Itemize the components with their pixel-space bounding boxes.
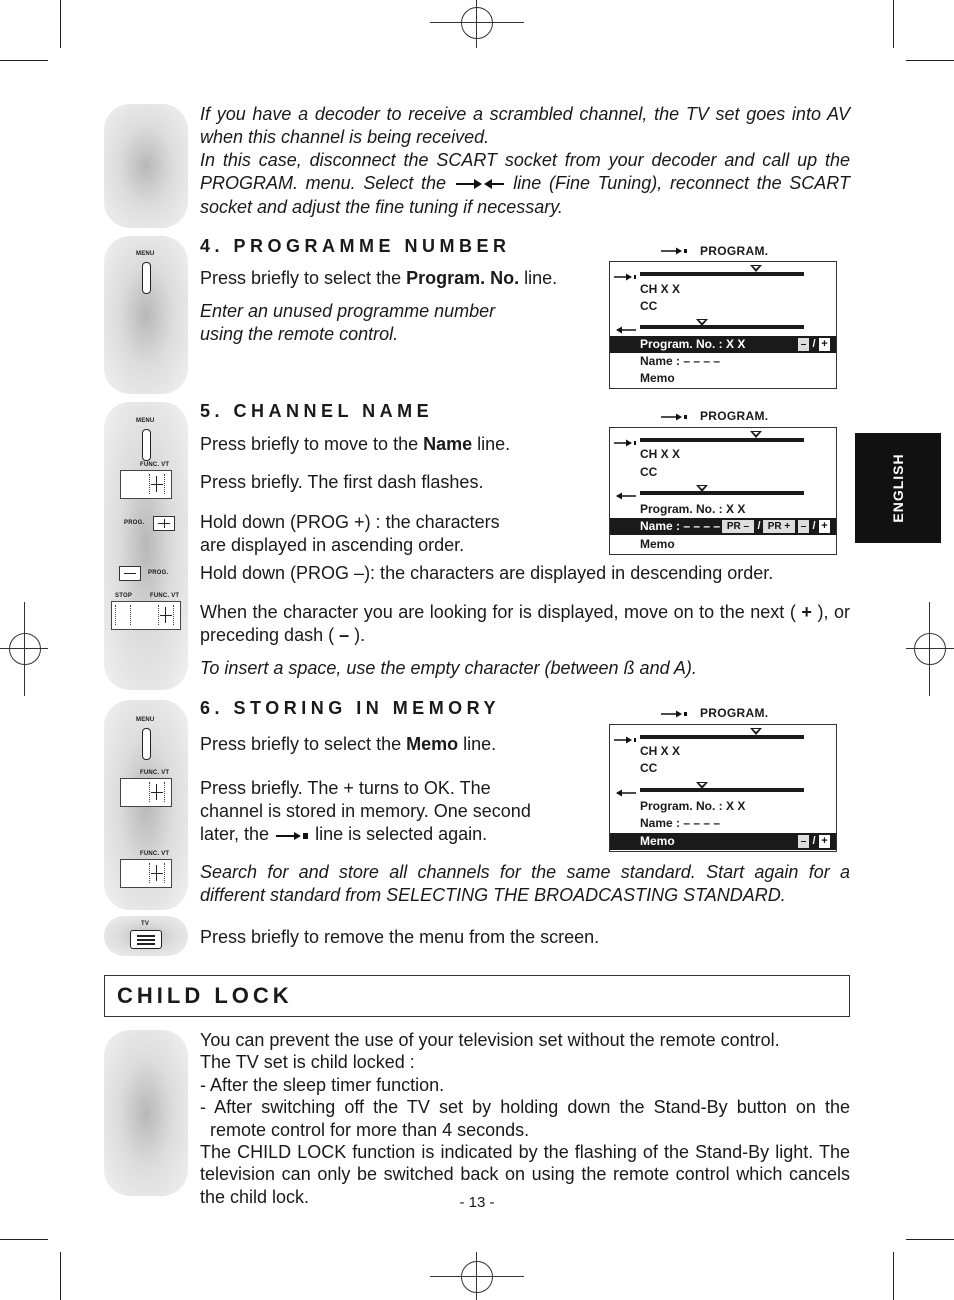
func-vt-label: FUNC. VT — [140, 851, 170, 857]
menu-row-name[interactable]: Name : – – – – PR – / PR + – / + — [610, 518, 836, 535]
func-vt-button[interactable] — [120, 778, 172, 807]
tv-button[interactable] — [130, 930, 162, 949]
program-arrow-icon — [660, 411, 688, 425]
child-lock-header: CHILD LOCK — [104, 975, 850, 1017]
intro-line2: In this case, disconnect the SCART socket from your decoder and call up the PROGRAM. menu. Select the line (Fine Tuning), reconnect the SCART socket and adjust the fine tuning if necessary. — [200, 150, 850, 217]
menu-row-cc: CC — [640, 761, 658, 775]
section-4-p1: Press briefly to select the Program. No. line. — [200, 268, 558, 288]
plus-box: + — [819, 520, 830, 533]
minus-box: – — [798, 835, 809, 848]
func-vt-label: FUNC. VT — [140, 770, 170, 776]
registration-mark — [461, 7, 493, 39]
tv-icon-line — [137, 939, 155, 941]
crop-mark — [893, 0, 894, 48]
menu-row-name: Name : – – – – — [640, 816, 721, 830]
marker-triangle — [750, 728, 762, 735]
section-5-p2: Press briefly. The first dash flashes. — [200, 472, 484, 492]
language-tab: ENGLISH — [855, 433, 941, 543]
side-pill — [104, 1030, 188, 1196]
menu-header: PROGRAM. — [700, 706, 769, 720]
program-menu-3 — [609, 724, 837, 852]
tv-icon-line — [137, 943, 155, 945]
slash: / — [755, 520, 763, 533]
menu-row-ch: CH X X — [640, 447, 681, 461]
tv-icon-line — [137, 935, 155, 937]
stop-dots-icon — [115, 605, 131, 625]
section-6-p4: Press briefly to remove the menu from the screen. — [200, 927, 600, 947]
menu-button-label: MENU — [136, 717, 155, 723]
section-5-p4: Hold down (PROG –): the characters are displayed in descending order. — [200, 563, 774, 583]
marker-triangle — [750, 265, 762, 272]
menu-row-ch: CH X X — [640, 282, 681, 296]
section-5-p6: To insert a space, use the empty character (between ß and A). — [200, 658, 697, 678]
crop-mark — [906, 60, 954, 61]
cross-icon — [149, 474, 165, 494]
program-line-arrow-icon — [274, 824, 310, 847]
menu-button[interactable] — [142, 429, 151, 461]
func-vt-button[interactable] — [120, 859, 172, 888]
slash: / — [810, 520, 818, 533]
registration-mark — [461, 1261, 493, 1293]
program-arrow-icon — [660, 708, 688, 722]
pr-minus-box: PR – — [722, 520, 754, 533]
menu-button[interactable] — [142, 728, 151, 760]
prog-plus-label: PROG. — [124, 520, 145, 526]
child-lock-body: You can prevent the use of your television set without the remote control. The TV set is child locked : - After the sleep timer function. - After switching off the TV set by holding down the Stand-By button on the remote control for more than 4 seconds. The CHILD LOCK function is indicated by the flashing of the Stand-By light. The television can only be switched back on using the remote control which cancels the child lock. — [200, 1030, 850, 1207]
menu-row-cc: CC — [640, 465, 658, 479]
crop-mark — [0, 60, 48, 61]
section-6-p2: Press briefly. The + turns to OK. The channel is stored in memory. One second later, the line is selected again. — [200, 777, 555, 847]
menu-button[interactable] — [142, 262, 151, 294]
menu-row-memo: Memo — [640, 371, 675, 385]
slash: / — [810, 835, 818, 848]
tuning-bar — [640, 272, 804, 276]
marker-triangle — [750, 431, 762, 438]
menu-row-program-no[interactable]: Program. No. : X X – / + — [610, 336, 836, 353]
crop-mark — [906, 1239, 954, 1240]
registration-mark — [9, 633, 41, 665]
intro-paragraph — [200, 103, 850, 219]
slash: / — [810, 338, 818, 351]
minus-box: – — [798, 338, 809, 351]
section-4-title: 4. PROGRAMME NUMBER — [200, 236, 511, 256]
cross-icon — [158, 605, 174, 625]
menu-row-memo: Memo — [640, 537, 675, 551]
prog-minus-button[interactable] — [119, 566, 141, 581]
page-number: - 13 - — [459, 1194, 495, 1211]
fine-tuning-bar — [640, 325, 804, 329]
section-6-title: 6. STORING IN MEMORY — [200, 698, 501, 718]
side-pill — [104, 236, 188, 394]
section-5-p1: Press briefly to move to the Name line. — [200, 434, 511, 454]
section-5-title: 5. CHANNEL NAME — [200, 401, 434, 421]
prog-minus-label: PROG. — [148, 570, 169, 576]
menu-button-label: MENU — [136, 251, 155, 257]
prog-plus-button[interactable] — [153, 516, 175, 531]
section-6-p3: Search for and store all channels for the same standard. Start again for a different standard from SELECTING THE BROADCASTING STANDARD. — [200, 862, 850, 905]
func-vt-button[interactable] — [120, 470, 172, 499]
menu-row-cc: CC — [640, 299, 658, 313]
fine-tuning-arrow-icon — [454, 173, 506, 196]
section-4-p2: Enter an unused programme number using the remote control. — [200, 301, 496, 344]
minus-box: – — [798, 520, 809, 533]
crop-mark — [893, 1252, 894, 1300]
tuning-bar — [640, 438, 804, 442]
func-vt-label: FUNC. VT — [150, 593, 180, 599]
crop-mark — [0, 1239, 48, 1240]
stop-label: STOP — [115, 593, 133, 599]
menu-header: PROGRAM. — [700, 244, 769, 258]
crop-mark — [60, 0, 61, 48]
section-5-p3: Hold down (PROG +) : the characters are displayed in ascending order. — [200, 512, 500, 555]
crop-mark — [60, 1252, 61, 1300]
fine-tuning-bar — [640, 491, 804, 495]
pr-plus-box: PR + — [763, 520, 795, 533]
stop-func-vt-button[interactable] — [111, 601, 181, 630]
program-menu-2 — [609, 427, 837, 555]
section-6-p1: Press briefly to select the Memo line. — [200, 734, 497, 754]
cross-icon — [149, 782, 165, 802]
section-5-p5: When the character you are looking for is displayed, move on to the next ( + ), or preceding dash ( – ). — [200, 602, 850, 645]
tv-button-label: TV — [141, 921, 150, 927]
menu-row-program-no: Program. No. : X X — [640, 502, 746, 516]
menu-row-program-no: Program. No. : X X — [640, 799, 746, 813]
cross-icon — [149, 863, 165, 883]
program-menu-1 — [609, 261, 837, 389]
menu-header: PROGRAM. — [700, 409, 769, 423]
side-pill — [104, 104, 188, 228]
tuning-bar — [640, 735, 804, 739]
plus-box: + — [819, 835, 830, 848]
menu-row-ch: CH X X — [640, 744, 681, 758]
func-vt-label: FUNC. VT — [140, 462, 170, 468]
menu-row-memo[interactable]: Memo – / + — [610, 833, 836, 850]
menu-button-label: MENU — [136, 418, 155, 424]
intro-line1: If you have a decoder to receive a scrambled channel, the TV set goes into AV when this channel is being received. — [200, 104, 850, 147]
menu-row-name: Name : – – – – — [640, 354, 721, 368]
registration-mark — [914, 633, 946, 665]
program-arrow-icon — [660, 245, 688, 259]
fine-tuning-bar — [640, 788, 804, 792]
plus-box: + — [819, 338, 830, 351]
